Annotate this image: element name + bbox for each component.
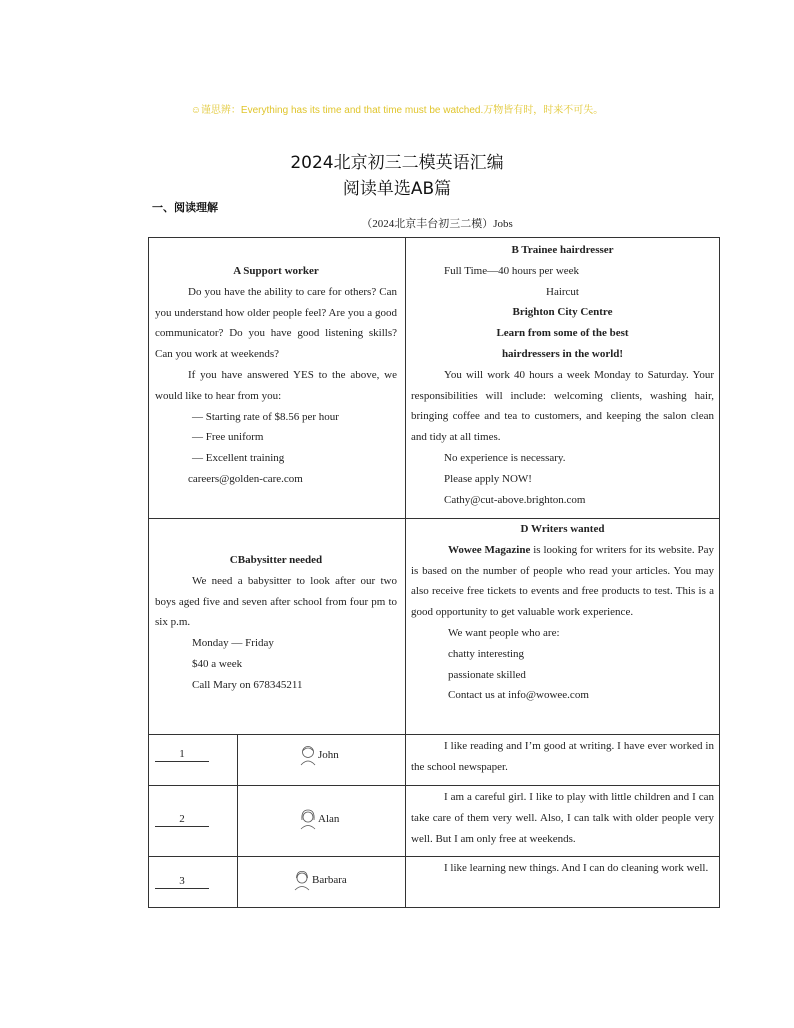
ad-c-pay: $40 a week — [192, 657, 243, 670]
ad-d-paragraph: is looking for writers for its website. Pay is based on the number of people who read your articles. You may also receive free tickets to events and free products to test. This is a good opportunity to get valuable work experience. — [411, 543, 714, 619]
person-name: Alan — [318, 813, 340, 825]
person-name: Barbara — [312, 874, 347, 886]
ad-b-paragraph: Please apply NOW! — [444, 472, 532, 485]
row-divider — [149, 734, 719, 735]
ad-a-benefit: — Free uniform — [192, 431, 264, 444]
passage-source: （2024北京丰台初三二模）Jobs — [361, 218, 513, 230]
person-description: I like reading and I’m good at writing. I have ever worked in the school newspaper. — [411, 740, 714, 773]
person-name: John — [318, 749, 339, 761]
ad-a-title: A Support worker — [233, 265, 319, 277]
ad-b-paragraph: No experience is necessary. — [444, 451, 566, 464]
ad-c-paragraph: We need a babysitter to look after our two boys aged five and seven after school from four pm to six p.m. — [155, 574, 397, 629]
ad-b-slogan: Learn from some of the best — [496, 327, 629, 340]
row-divider — [149, 856, 719, 857]
row-divider — [149, 785, 719, 786]
ad-c-days: Monday — Friday — [192, 637, 274, 650]
ad-a-benefit: — Starting rate of $8.56 per hour — [192, 410, 339, 423]
ad-d-magazine: Wowee Magazine — [448, 543, 531, 556]
ad-d-quality: chatty interesting — [448, 647, 525, 660]
person-barbara — [293, 869, 347, 891]
answer-blank-1[interactable]: 1 — [155, 747, 209, 762]
document-subtitle: 阅读单选AB篇 — [342, 179, 452, 199]
ad-b-title: B Trainee hairdresser — [511, 244, 614, 256]
answer-blank-2[interactable]: 2 — [155, 812, 209, 827]
answer-blank-3[interactable]: 3 — [155, 874, 209, 889]
boy-avatar-icon — [299, 744, 317, 766]
ad-b-hours: Full Time—40 hours per week — [444, 264, 580, 277]
girl-avatar-icon — [293, 869, 311, 891]
person-description: I am a careful girl. I like to play with little children and I can take care of them very well. Also, I can talk with older people very well. But I am only free at weekends. — [411, 791, 714, 845]
ad-c-title: CBabysitter needed — [229, 554, 323, 566]
person-description: I like learning new things. And I can do cleaning work well. — [444, 862, 709, 874]
ad-b-slogan: hairdressers in the world! — [501, 347, 624, 360]
motto: ☺谨思辨：Everything has its time and that time must be watched.万物皆有时，时来不可失。 — [190, 105, 604, 116]
ad-d-quality: passionate skilled — [448, 668, 526, 681]
ad-d-want: We want people who are: — [448, 626, 560, 639]
ad-a-paragraph: If you have answered YES to the above, we would like to hear from you: — [155, 368, 397, 402]
ad-b-location: Brighton City Centre — [512, 306, 613, 319]
ad-a-email: careers@golden-care.com — [188, 472, 303, 485]
ad-a-paragraph: Do you have the ability to care for others? Can you understand how older people feel? Are you a good communicator? Do you have good listening skills? Can you work at weekends? — [155, 285, 397, 361]
ad-b-business-name: Haircut — [546, 285, 579, 298]
ad-b-email: Cathy@cut-above.brighton.com — [444, 493, 586, 506]
jobs-table — [148, 237, 720, 908]
ad-b — [411, 240, 714, 510]
ad-b-paragraph: You will work 40 hours a week Monday to Saturday. Your responsibilities will include: welcoming clients, washing hair, bringing coffee and tea to customers, and keeping the salon clean and tidy at all times. — [411, 368, 714, 444]
person-alan — [299, 808, 339, 830]
person-john — [299, 744, 339, 766]
document-title: 2024北京初三二模英语汇编 — [290, 153, 504, 173]
ad-a-benefit: — Excellent training — [192, 452, 285, 465]
section-heading: 一、阅读理解 — [152, 201, 218, 214]
ad-c-contact: Call Mary on 678345211 — [192, 678, 303, 691]
ad-d-contact: Contact us at info@wowee.com — [448, 689, 589, 702]
ad-d-title: D Writers wanted — [520, 523, 605, 535]
ad-a — [155, 261, 397, 490]
ad-d — [411, 519, 714, 706]
ad-c — [155, 550, 397, 696]
column-divider — [237, 734, 238, 907]
column-divider — [405, 238, 406, 907]
girl-avatar-icon — [299, 808, 317, 830]
